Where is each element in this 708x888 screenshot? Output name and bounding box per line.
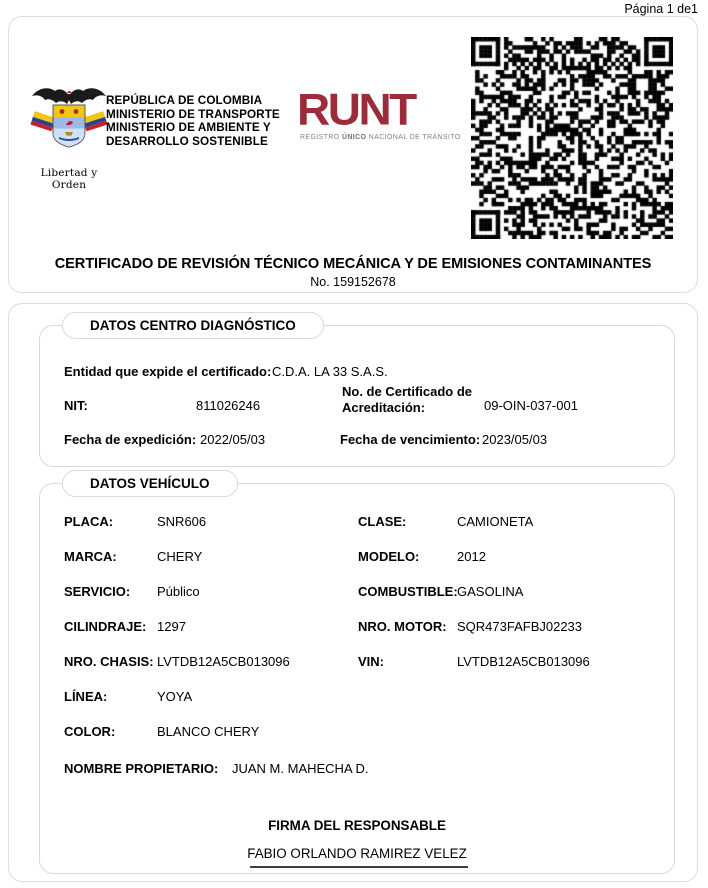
section-datos-vehiculo [39,476,675,874]
runt-logo [297,84,461,141]
nro-motor-value: SQR473FAFBJ02233 [457,619,583,634]
colombia-coat-of-arms [27,85,111,191]
runt-wordmark: RUNT [297,84,415,135]
vin-value: LVTDB12A5CB013096 [457,654,590,669]
fecha-vencimiento-label: Fecha de vencimiento: [340,432,481,447]
acreditacion-label: No. de Certificado de Acreditación: [342,384,473,415]
modelo-label: MODELO: [358,549,420,564]
runt-tagline-part: NACIONAL DE TRÁNSITO [366,134,461,141]
vin-label: VIN: [358,654,384,669]
combustible-label: COMBUSTIBLE: [358,584,458,599]
cilindraje-label: CILINDRAJE: [64,619,147,634]
fecha-vencimiento-value: 2023/05/03 [482,432,548,447]
section-datos-centro-diagnostico [39,318,675,467]
cilindraje-value: 1297 [157,619,186,634]
runt-tagline [300,134,461,141]
fecha-expedicion-label: Fecha de expedición: [64,432,197,447]
entidad-value: C.D.A. LA 33 S.A.S. [272,364,388,379]
coat-of-arms-icon [29,85,109,161]
certificate-body-box [8,303,698,882]
placa-label: PLACA: [64,514,114,529]
combustible-value: GASOLINA [457,584,524,599]
fecha-expedicion-value: 2022/05/03 [200,432,266,447]
color-value: BLANCO CHERY [157,724,260,739]
signature-line [250,866,468,868]
placa-value: SNR606 [157,514,207,529]
qr-code [471,37,673,239]
runt-tagline-part: ÚNICO [341,134,367,141]
ministry-line: DESARROLLO SOSTENIBLE [106,135,268,149]
ministry-line: REPÚBLICA DE COLOMBIA [106,94,263,107]
propietario-value: JUAN M. MAHECHA D. [232,761,369,776]
nro-motor-label: NRO. MOTOR: [358,619,447,634]
clase-label: CLASE: [358,514,407,529]
nit-label: NIT: [64,398,88,413]
linea-label: LÍNEA: [64,689,108,704]
ministry-header [106,94,280,149]
coat-of-arms-motto: Libertad y Orden [40,167,98,191]
entidad-label: Entidad que expide el certificado: [64,364,272,379]
linea-value: YOYA [157,689,193,704]
ministry-line: MINISTERIO DE AMBIENTE Y [106,121,271,135]
servicio-label: SERVICIO: [64,584,131,599]
certificate-number: No. 159152678 [310,275,396,289]
page-indicator: Página 1 de1 [624,2,698,16]
firma-title: FIRMA DEL RESPONSABLE [268,818,446,833]
nit-value: 811026246 [196,398,261,413]
nro-chasis-value: LVTDB12A5CB013096 [157,654,290,669]
servicio-value: Público [157,584,200,599]
marca-label: MARCA: [64,549,117,564]
nro-chasis-label: NRO. CHASIS: [64,654,154,669]
ministry-line: MINISTERIO DE TRANSPORTE [106,107,280,121]
color-label: COLOR: [64,724,116,739]
marca-value: CHERY [157,549,203,564]
modelo-value: 2012 [457,549,486,564]
firma-name: FABIO ORLANDO RAMIREZ VELEZ [247,846,467,861]
header-box [8,16,698,293]
certificate-title: CERTIFICADO DE REVISIÓN TÉCNICO MECÁNICA Y DE EMISIONES CONTAMINANTES [54,256,652,272]
section-title-diagnostico: DATOS CENTRO DIAGNÓSTICO [62,312,324,339]
section-title-vehiculo: DATOS VEHÍCULO [62,470,238,497]
runt-tagline-part: REGISTRO [300,134,342,141]
clase-value: CAMIONETA [457,514,534,529]
acreditacion-value: 09-OIN-037-001 [484,398,578,413]
propietario-label: NOMBRE PROPIETARIO: [64,761,219,776]
